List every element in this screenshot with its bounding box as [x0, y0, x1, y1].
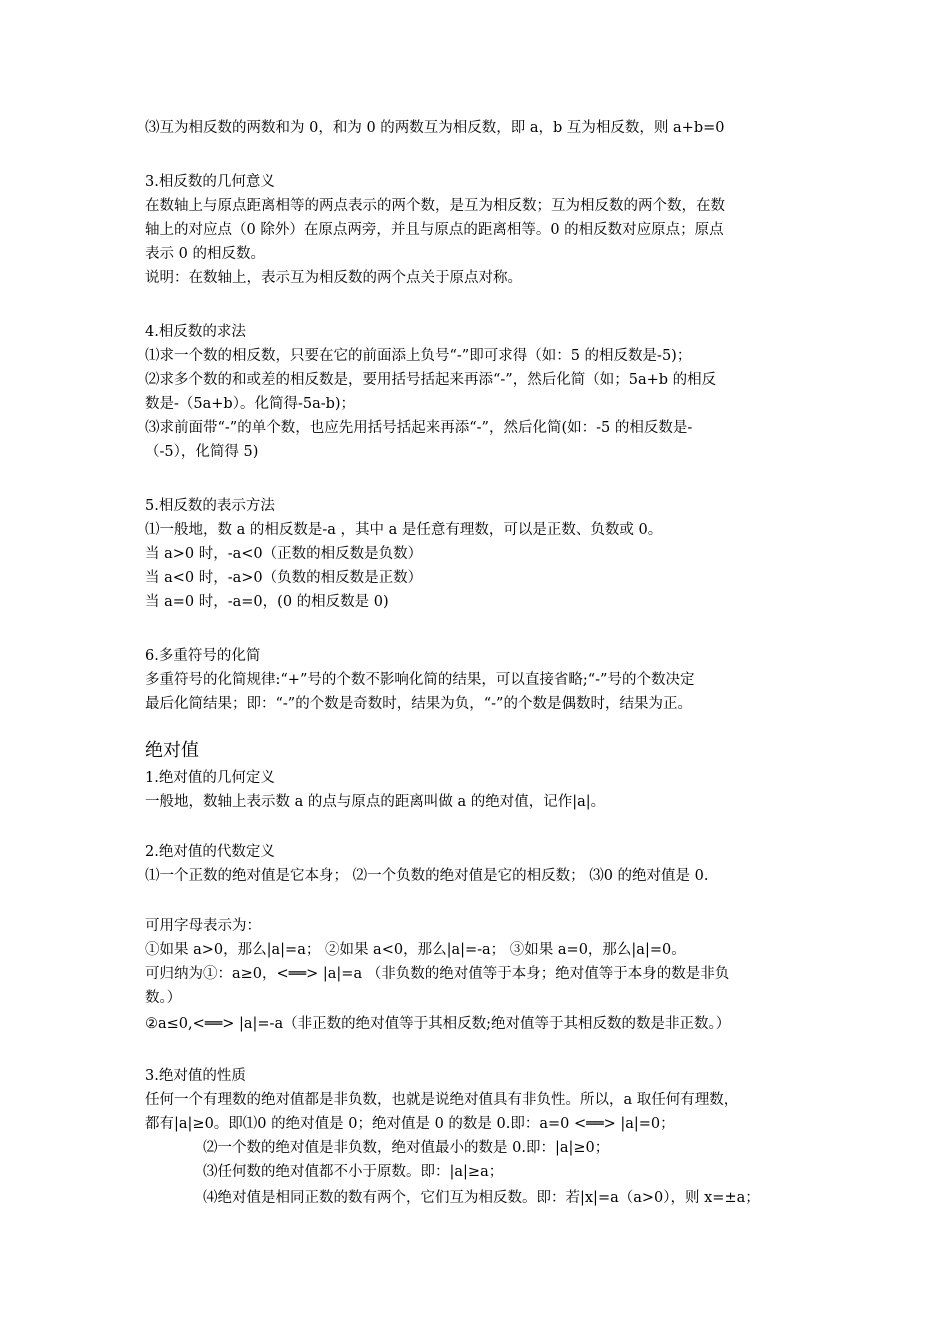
text-line: ②a≤0,<══> |a|=-a（非正数的绝对值等于其相反数;绝对值等于其相反数的数是非正数。）	[145, 1016, 731, 1032]
text-line: ⑶任何数的绝对值都不小于原数。即：|a|≥a；	[203, 1164, 504, 1180]
section-heading: 2.绝对值的代数定义	[145, 844, 275, 860]
text-line: 任何一个有理数的绝对值都是非负数，也就是说绝对值具有非负性。所以，a 取任何有理数，	[145, 1092, 739, 1108]
text-line: 都有|a|≥0。即⑴0 的绝对值是 0；绝对值是 0 的数是 0.即：a=0 <══> |a|=0；	[145, 1116, 675, 1132]
text-line: 数。）	[145, 990, 182, 1006]
text-line: （-5），化简得 5)	[145, 444, 259, 460]
text-line: ⑴一个正数的绝对值是它本身； ⑵一个负数的绝对值是它的相反数； ⑶0 的绝对值是 0.	[145, 868, 709, 884]
text-line: 一般地，数轴上表示数 a 的点与原点的距离叫做 a 的绝对值，记作|a|。	[145, 794, 606, 810]
text-line: 数是-（5a+b）。化简得-5a-b)；	[145, 396, 356, 412]
text-line: 在数轴上与原点距离相等的两点表示的两个数，是互为相反数；互为相反数的两个数，在数	[145, 198, 725, 214]
text-line: 可用字母表示为：	[145, 918, 261, 934]
section-heading: 4.相反数的求法	[145, 324, 246, 340]
text-line: 最后化简结果；即：“-”的个数是奇数时，结果为负，“-”的个数是偶数时，结果为正。	[145, 696, 692, 712]
text-line: ⑵求多个数的和或差的相反数是，要用括号括起来再添“-”，然后化简（如；5a+b 的相反	[145, 372, 717, 388]
text-line: 可归纳为①：a≥0，<══> |a|=a （非负数的绝对值等于本身；绝对值等于本身的数是非负	[145, 966, 730, 982]
text-line: 说明：在数轴上，表示互为相反数的两个点关于原点对称。	[145, 270, 522, 286]
text-line: 轴上的对应点（0 除外）在原点两旁，并且与原点的距离相等。0 的相反数对应原点；原点	[145, 222, 724, 238]
text-line: ⑶求前面带“-”的单个数，也应先用括号括起来再添“-”，然后化简(如：-5 的相反数是-	[145, 420, 693, 436]
section-heading: 1.绝对值的几何定义	[145, 770, 275, 786]
section-heading: 5.相反数的表示方法	[145, 498, 275, 514]
section-heading: 3.相反数的几何意义	[145, 174, 275, 190]
section-heading: 6.多重符号的化简	[145, 648, 261, 664]
text-line: 当 a=0 时，-a=0，(0 的相反数是 0)	[145, 594, 389, 610]
text-line: 当 a<0 时，-a>0（负数的相反数是正数）	[145, 570, 423, 586]
chapter-title: 绝对值	[145, 740, 199, 761]
text-line: ①如果 a>0，那么|a|=a； ②如果 a<0，那么|a|=-a； ③如果 a=0，那么|a|=0。	[145, 942, 686, 958]
text-line: ⑴求一个数的相反数，只要在它的前面添上负号“-”即可求得（如：5 的相反数是-5)；	[145, 348, 692, 364]
text-line: ⑷绝对值是相同正数的数有两个，它们互为相反数。即：若|x|=a（a>0），则 x=±a；	[203, 1190, 760, 1206]
text-line: 多重符号的化简规律:“+”号的个数不影响化简的结果，可以直接省略;“-”号的个数决定	[145, 672, 695, 688]
text-line: ⑶互为相反数的两数和为 0，和为 0 的两数互为相反数，即 a，b 互为相反数，则 a+b=0	[145, 120, 725, 136]
text-line: 表示 0 的相反数。	[145, 246, 265, 262]
text-line: ⑵一个数的绝对值是非负数，绝对值最小的数是 0.即：|a|≥0；	[203, 1140, 610, 1156]
text-line: 当 a>0 时，-a<0（正数的相反数是负数）	[145, 546, 423, 562]
section-heading: 3.绝对值的性质	[145, 1068, 246, 1084]
text-line: ⑴一般地，数 a 的相反数是-a ，其中 a 是任意有理数，可以是正数、负数或 0。	[145, 522, 663, 538]
